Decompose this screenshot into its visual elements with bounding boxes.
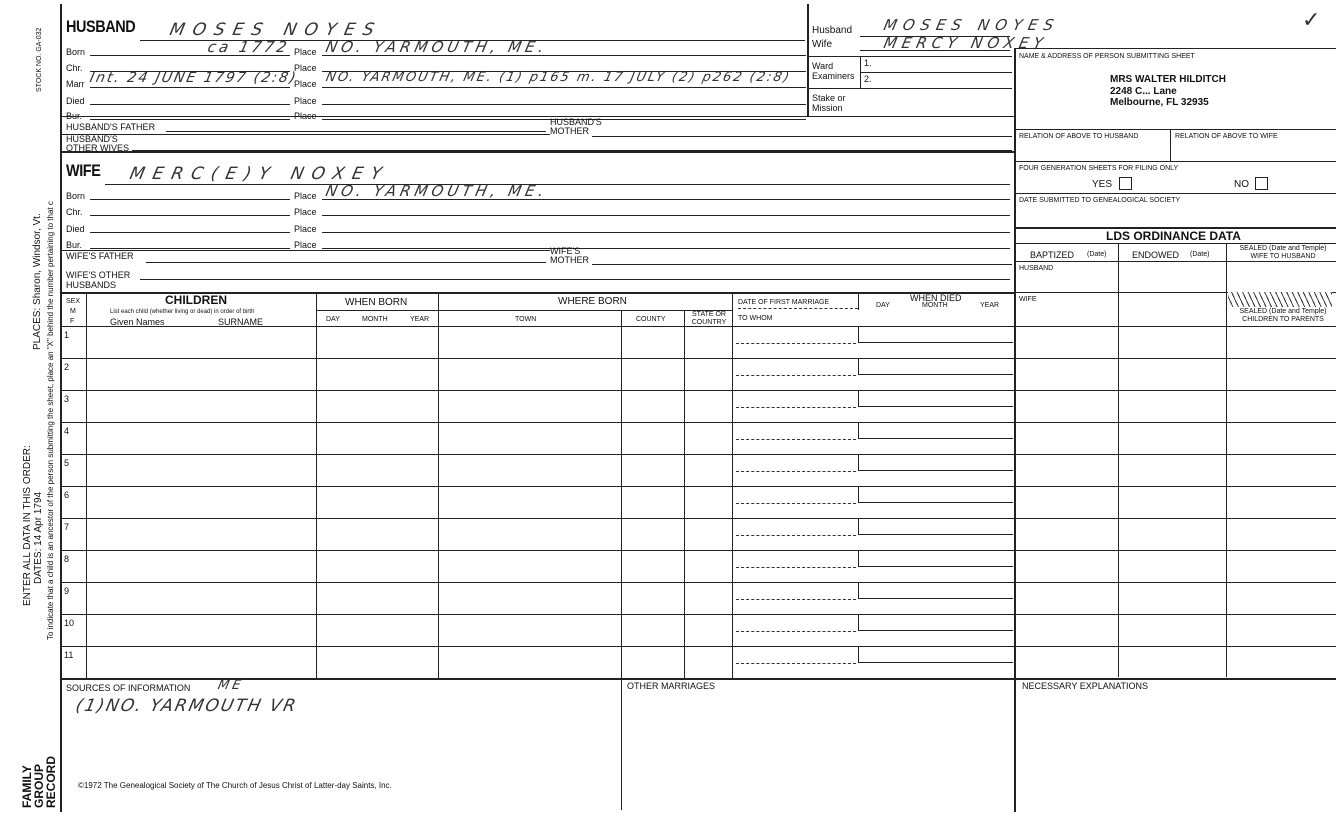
submitter-address-1: 2248 C... Lane [1110,86,1177,97]
row-number: 7 [64,522,70,532]
row-line [60,422,1336,423]
husband-marr-label: Marr [66,79,85,89]
town-label: TOWN [515,316,537,323]
marriage-dash [736,631,856,632]
wife-name: MERC(E)Y NOXEY [127,164,392,184]
died-year: YEAR [980,302,1000,309]
submitter-label: NAME & ADDRESS OF PERSON SUBMITTING SHEET [1019,53,1195,60]
wife-died-label: Died [66,224,85,234]
died-day: DAY [876,302,890,309]
husband-section-bottom [60,151,1014,153]
row-line [60,454,1336,455]
row-number: 10 [64,618,75,628]
examiners-label: Examiners [812,71,855,81]
death-date-box[interactable] [858,423,1013,439]
husband-born-label: Born [66,47,86,57]
form-title-group: GROUP [32,763,46,808]
row-line [60,390,1336,391]
wife-born-place: NO. YARMOUTH, ME. [324,182,550,200]
sex-label: SEX [66,298,81,305]
husband-bur-label: Bur. [66,111,83,121]
husband-heading: HUSBAND [66,17,136,36]
marriage-dash [736,343,856,344]
examiner-2: 2. [864,74,872,84]
row-line [60,582,1336,583]
row-line [60,614,1336,615]
husband-marr-place-label: Place [294,79,317,89]
lds-baptized-date: (Date) [1087,251,1107,258]
husband-died-place-label: Place [294,96,317,106]
lds-endowed: ENDOWED [1132,250,1179,260]
given-names-label: Given Names [110,317,165,327]
when-born-label: WHEN BORN [345,297,408,308]
lds-wife-row: WIFE [1019,296,1037,303]
first-marriage-label: DATE OF FIRST MARRIAGE [738,299,830,306]
submitter-name: MRS WALTER HILDITCH [1110,74,1226,85]
row-number: 3 [64,394,70,404]
county-label: COUNTY [636,316,666,323]
no-label: NO [1234,179,1249,190]
wife-chr-label: Chr. [66,207,83,217]
wife-other-husbands-label: WIFE'S OTHER HUSBANDS [66,270,131,290]
lds-sealed-children: SEALED (Date and Temple) CHILDREN TO PARENTS [1239,308,1327,323]
form-title-family: FAMILY [20,765,34,808]
death-date-box[interactable] [858,583,1013,599]
husband-marr-place: NO. YARMOUTH, ME. (1) p165 m. 17 JULY (2) p262 (2:8) [324,70,793,85]
sources-hand-1: ME [216,678,246,693]
born-year: YEAR [410,316,430,323]
row-line [60,486,1336,487]
ancestor-instruction: To indicate that a child is an ancestor of the person submitting the sheet, place an "X" behind the number pertaining to that c [46,201,55,640]
relation-husband-label: RELATION OF ABOVE TO HUSBAND [1019,133,1139,140]
left-border [60,4,62,812]
death-date-box[interactable] [858,551,1013,567]
death-date-box[interactable] [858,647,1013,663]
born-day: DAY [326,316,340,323]
wife-father-label: WIFE'S FATHER [66,251,134,261]
stock-number: STOCK NO. GA-032 [36,27,43,92]
marriage-dash [736,503,856,504]
copyright: ©1972 The Genealogical Society of The Church of Jesus Christ of Latter-day Saints, Inc. [78,781,392,790]
husband-father-label: HUSBAND'S FATHER [66,122,156,132]
dates-order: DATES: 14 Apr 1794 [33,491,44,584]
husband-mother-label: HUSBAND'S MOTHER [550,117,602,136]
ward-label: Ward [812,61,834,71]
to-whom-label: TO WHOM [738,315,773,322]
row-line [60,518,1336,519]
husband-other-wives-label: HUSBAND'S OTHER WIVES [66,134,130,153]
stake-mission-label: Stake or Mission [812,93,846,113]
wife-born-label: Born [66,191,86,201]
lds-endowed-date: (Date) [1190,251,1210,258]
row-number: 1 [64,330,70,340]
wife-heading: WIFE [66,161,101,180]
sources-label: SOURCES OF INFORMATION [66,683,191,693]
lds-title: LDS ORDINANCE DATA [1106,229,1241,243]
husband-died-label: Died [66,96,85,106]
check-mark: ✓ [1302,8,1324,33]
husband-born-place: NO. YARMOUTH, ME. [324,38,550,56]
top-husband-label: Husband [812,25,853,36]
yes-checkbox[interactable] [1119,177,1132,190]
row-number: 2 [64,362,70,372]
husband-bur-place-label: Place [294,111,317,121]
marriage-dash [736,567,856,568]
necessary-explanations-label: NECESSARY EXPLANATIONS [1022,681,1149,691]
wife-mother-label: WIFE'S MOTHER [550,246,589,265]
row-number: 8 [64,554,70,564]
marriage-dash [736,535,856,536]
death-date-box[interactable] [858,391,1013,407]
row-number: 11 [64,650,74,660]
row-line [60,550,1336,551]
death-date-box[interactable] [858,327,1013,343]
wife-born-place-label: Place [294,191,317,201]
children-note: List each child (whether living or dead) in order of birth [110,309,255,315]
sex-f: F [70,318,75,325]
lds-baptized: BAPTIZED [1030,250,1075,260]
sources-hand-2: (1)NO. YARMOUTH VR [73,696,300,716]
death-date-box[interactable] [858,359,1013,375]
sex-m: M [70,308,76,315]
marriage-dash [736,663,856,664]
submitter-address-2: Melbourne, FL 32935 [1110,97,1209,108]
when-died-label: WHEN DIED [910,293,962,303]
top-wife-name: MERCY NOXEY [882,34,1050,52]
wife-bur-label: Bur. [66,240,83,250]
husband-name: MOSES NOYES [167,20,384,40]
places-order: PLACES: Sharon, Windsor, Vt. [32,213,43,350]
marriage-dash [736,375,856,376]
husband-born-date: ca 1772 [206,38,292,56]
row-line [60,358,1336,359]
date-submitted-label: DATE SUBMITTED TO GENEALOGICAL SOCIETY [1019,197,1181,204]
wife-chr-place-label: Place [294,207,317,217]
marriage-dash [736,471,856,472]
death-date-box[interactable] [858,487,1013,503]
top-husband-name: MOSES NOYES [882,16,1062,34]
wife-died-place-label: Place [294,224,317,234]
top-wife-label: Wife [812,39,832,50]
other-marriages-label: OTHER MARRIAGES [627,681,716,691]
lds-sealed-wife: SEALED (Date and Temple) WIFE TO HUSBAND [1239,245,1327,260]
husband-chr-place-label: Place [294,63,317,73]
examiner-1: 1. [864,58,872,68]
row-line [60,646,1336,647]
row-number: 9 [64,586,70,596]
surname-label: SURNAME [218,317,264,327]
mid-divider [807,4,809,116]
death-date-box[interactable] [858,455,1013,471]
death-date-box[interactable] [858,615,1013,631]
no-checkbox[interactable] [1255,177,1268,190]
husband-chr-label: Chr. [66,63,83,73]
marriage-dash [736,407,856,408]
row-number: 6 [64,490,70,500]
born-month: MONTH [362,316,388,323]
lds-husband-row: HUSBAND [1019,265,1054,272]
died-month: MONTH [922,302,948,309]
relation-wife-label: RELATION OF ABOVE TO WIFE [1175,133,1278,140]
row-number: 4 [64,426,70,436]
wife-bur-place-label: Place [294,240,317,250]
enter-data-order: ENTER ALL DATA IN THIS ORDER: [22,445,33,606]
yes-label: YES [1092,179,1113,190]
state-label: STATE OR COUNTRY [691,311,727,326]
marriage-dash [736,439,856,440]
marriage-dash [736,599,856,600]
where-born-label: WHERE BORN [558,296,627,307]
husband-born-place-label: Place [294,47,317,57]
death-date-box[interactable] [858,519,1013,535]
hatched-box [1228,292,1332,307]
four-generation-label: FOUR GENERATION SHEETS FOR FILING ONLY [1019,165,1179,172]
row-number: 5 [64,458,70,468]
form-title-record: RECORD [44,755,58,808]
children-title: CHILDREN [165,293,227,307]
children-section-bottom [60,678,1336,680]
husband-marr-date: Int. 24 JUNE 1797 (2:8) [88,70,300,86]
